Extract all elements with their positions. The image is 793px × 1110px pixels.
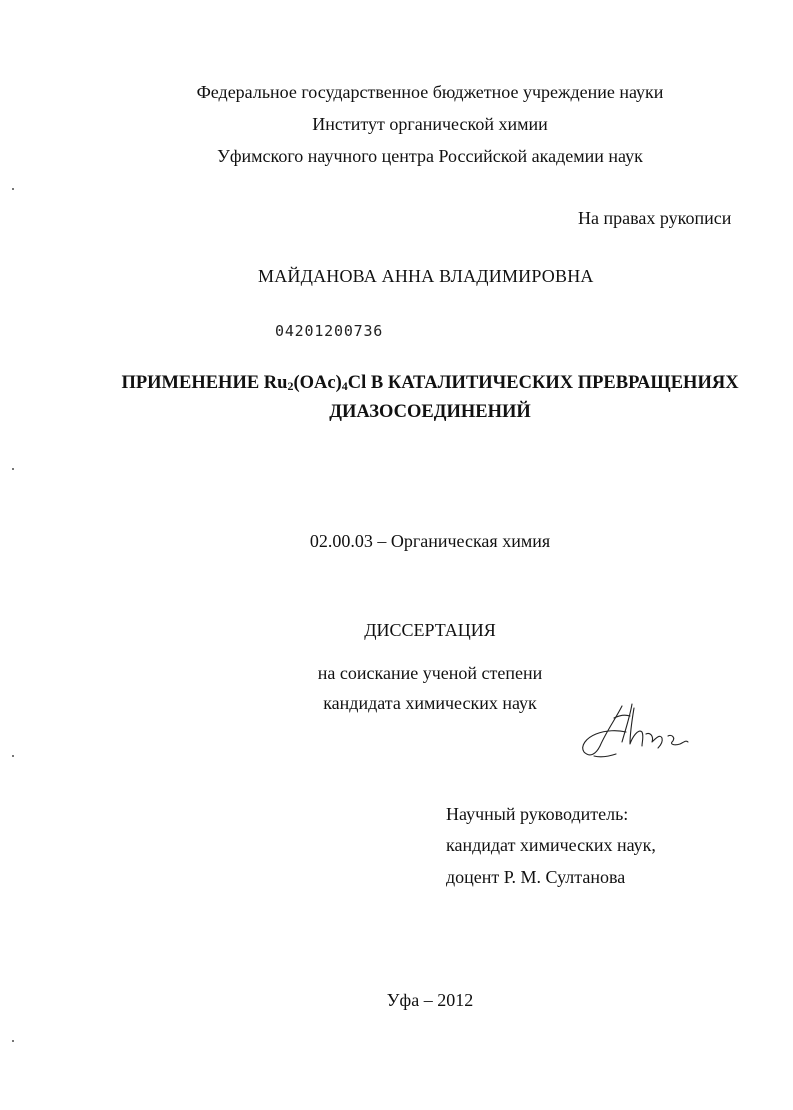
margin-mark (12, 1040, 14, 1042)
institution-line-2: Институт органической химии (312, 114, 548, 134)
title-suffix: Cl В КАТАЛИТИЧЕСКИХ ПРЕВРАЩЕНИЯХ (347, 373, 739, 393)
margin-mark (12, 188, 14, 190)
institution-line-1: Федеральное государственное бюджетное учреждение науки (196, 82, 664, 102)
place-year: Уфа – 2012 (386, 990, 474, 1010)
margin-mark (12, 755, 14, 757)
registration-code: 04201200736 (275, 322, 384, 340)
margin-mark (12, 468, 14, 470)
title-mid: (OAc) (293, 373, 342, 393)
dissertation-title-line-2: ДИАЗОСОЕДИНЕНИЙ (329, 402, 531, 422)
title-prefix: ПРИМЕНЕНИЕ Ru (121, 373, 288, 393)
manuscript-note: На правах рукописи (578, 208, 732, 228)
degree-line-2: кандидата химических наук (323, 693, 537, 713)
supervisor-degree: кандидат химических наук, (446, 835, 656, 855)
work-type: ДИССЕРТАЦИЯ (364, 620, 496, 640)
author-name: МАЙДАНОВА АННА ВЛАДИМИРОВНА (258, 266, 594, 286)
dissertation-title-line-1 (0, 372, 793, 394)
institution-line-3: Уфимского научного центра Российской академии наук (217, 146, 643, 166)
supervisor-name: доцент Р. М. Султанова (446, 867, 626, 887)
title-subscript-4: 4 (341, 379, 348, 393)
degree-line-1: на соискание ученой степени (317, 663, 543, 683)
supervisor-label: Научный руководитель: (446, 804, 629, 824)
title-subscript-2: 2 (287, 379, 294, 393)
specialty: 02.00.03 – Органическая химия (309, 531, 551, 551)
handwritten-signature (576, 698, 696, 762)
